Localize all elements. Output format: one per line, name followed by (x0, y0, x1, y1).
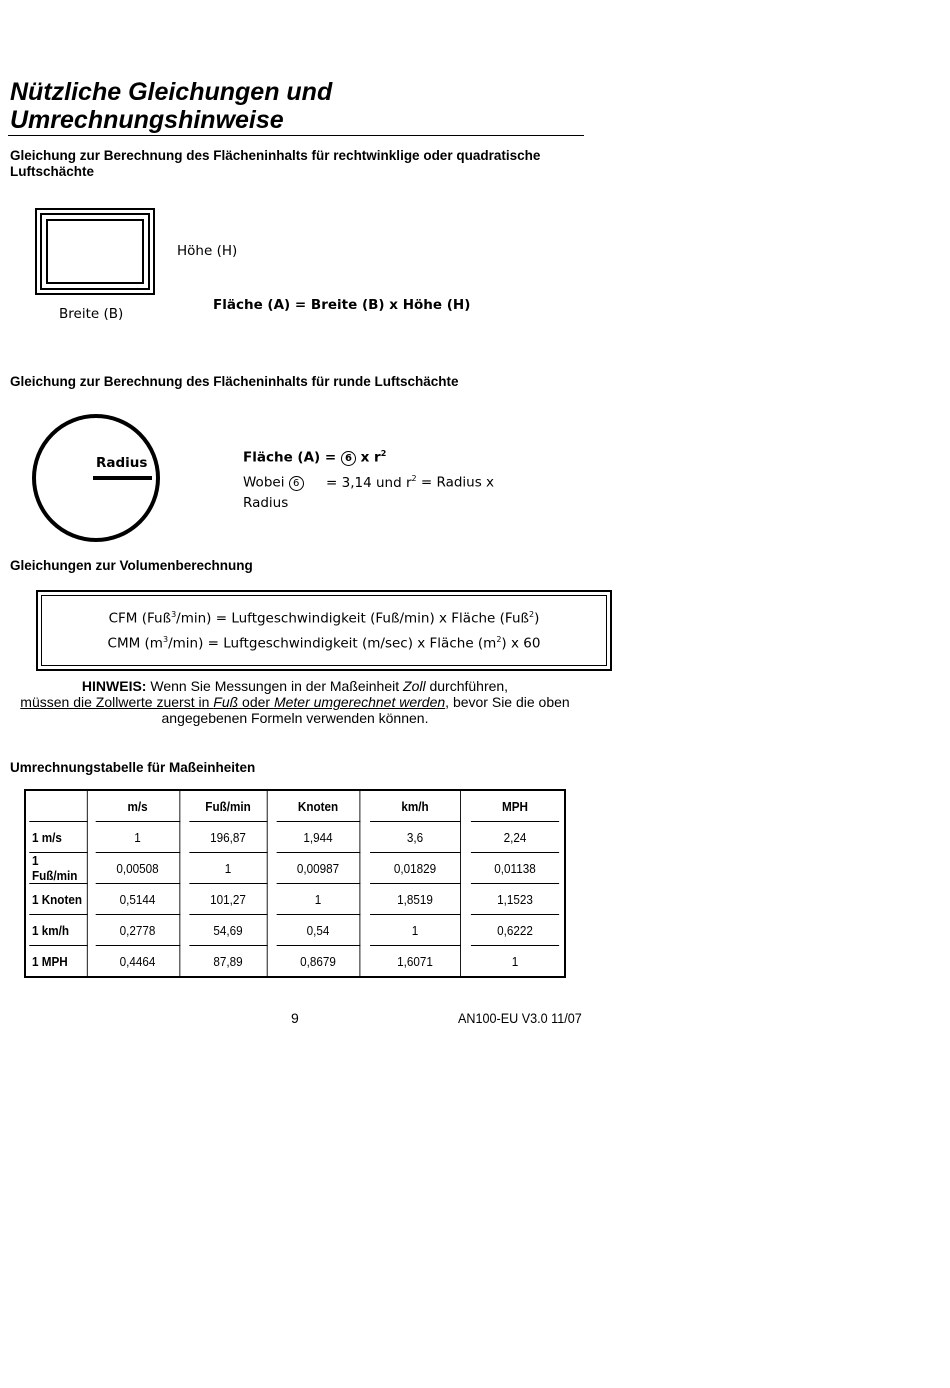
rect-area-formula: Fläche (A) = Breite (B) x Höhe (H) (213, 297, 471, 313)
table-cell: 1 (511, 953, 519, 969)
column-header: MPH (471, 791, 559, 822)
table-row (26, 822, 564, 853)
radius-line (93, 476, 152, 480)
conversion-table (24, 789, 566, 978)
table-cell: 1 (277, 884, 361, 915)
table-cell: 1,944 (277, 822, 361, 853)
table-cell: 196,87 (189, 822, 267, 853)
note-block (10, 678, 580, 726)
round-area-formula: Fläche (A) = 6 x $r^2$ (243, 449, 387, 466)
note-line1: HINWEIS: Wenn Sie Messungen in der Maßeinheit Zoll durchführen, (81, 678, 509, 694)
table-cell: 0,5144 (96, 884, 181, 915)
row-header: 1 km/h (29, 915, 88, 946)
cfm-formula: CFM (Fuß$^3$/min) = Luftgeschwindigkeit (Fuß/min) x Fläche (Fuß$^2$) (108, 610, 540, 627)
row-header: 1 MPH (29, 946, 88, 976)
table-cell: 87,89 (189, 946, 267, 976)
table-cell: 101,27 (189, 884, 267, 915)
volume-section-heading: Gleichungen zur Volumenberechnung (10, 558, 253, 573)
table-cell: 0,00508 (96, 853, 181, 884)
table-cell: 0,2778 (96, 915, 181, 946)
column-header: Fuß/min (189, 791, 267, 822)
table-cell: 1 (189, 853, 267, 884)
radius-label: Radius (96, 455, 148, 471)
table-cell: 0,01138 (471, 853, 559, 884)
table-cell: 3,6 (370, 822, 461, 853)
table-cell: 1,8519 (370, 884, 461, 915)
note-line3: angegebenen Formeln verwenden können. (161, 710, 429, 726)
rect-section-heading (10, 148, 540, 180)
column-header: m/s (96, 791, 181, 822)
table-section-heading: Umrechnungstabelle für Maßeinheiten (10, 760, 256, 775)
table-cell: 1,6071 (370, 946, 461, 976)
round-formula-explanation: Wobei 6 = 3,14 und $r^2$ = Radius x Radius (243, 474, 495, 511)
row-header: 1 Knoten (29, 884, 88, 915)
table-cell: 0,8679 (277, 946, 361, 976)
rectangle-duct-diagram (35, 208, 155, 295)
note-line2: müssen die Zollwerte zuerst in Fuß oder Meter umgerechnet werden, bevor Sie die oben (20, 694, 570, 710)
pi-symbol: 6 (341, 451, 356, 466)
table-cell: 0,00987 (277, 853, 361, 884)
volume-formula-box (36, 590, 612, 671)
table-row (26, 915, 564, 946)
table-cell: 1 (370, 915, 461, 946)
rect-heading-line1: Gleichung zur Berechnung des Flächeninhalts für rechtwinklige oder quadratische (10, 148, 541, 163)
document-code: AN100-EU V3.0 11/07 (458, 1010, 582, 1026)
rect-heading-line2: Luftschächte (10, 164, 95, 179)
table-cell: 0,01829 (370, 853, 461, 884)
page-number: 9 (291, 1010, 299, 1026)
column-header: Knoten (277, 791, 361, 822)
height-label: Höhe (H) (177, 243, 238, 259)
page-title (10, 78, 332, 134)
table-cell: 54,69 (189, 915, 267, 946)
row-header: 1 Fuß/min (29, 853, 88, 884)
page-title-line2: Umrechnungshinweise (10, 106, 284, 134)
table-cell: 0,4464 (96, 946, 181, 976)
table-corner-cell (29, 791, 88, 822)
pi-symbol: 6 (289, 476, 304, 491)
page-title-line1: Nützliche Gleichungen und (10, 78, 333, 106)
cmm-formula: CMM $(m^3/\min)$ = Luftgeschwindigkeit (m/sec) x Fläche $(m^2)$ x 60 (107, 635, 541, 652)
title-divider (8, 135, 584, 136)
table-row (26, 853, 564, 884)
row-header: 1 m/s (29, 822, 88, 853)
round-section-heading: Gleichung zur Berechnung des Flächeninhalts für runde Luftschächte (10, 374, 459, 389)
table-header-row (26, 791, 564, 822)
table-cell: 1 (96, 822, 181, 853)
table-cell: 1,1523 (471, 884, 559, 915)
table-cell: 2,24 (471, 822, 559, 853)
table-cell: 0,6222 (471, 915, 559, 946)
column-header: km/h (370, 791, 461, 822)
table-cell: 0,54 (277, 915, 361, 946)
width-label: Breite (B) (59, 306, 124, 322)
table-row (26, 946, 564, 976)
table-row (26, 884, 564, 915)
